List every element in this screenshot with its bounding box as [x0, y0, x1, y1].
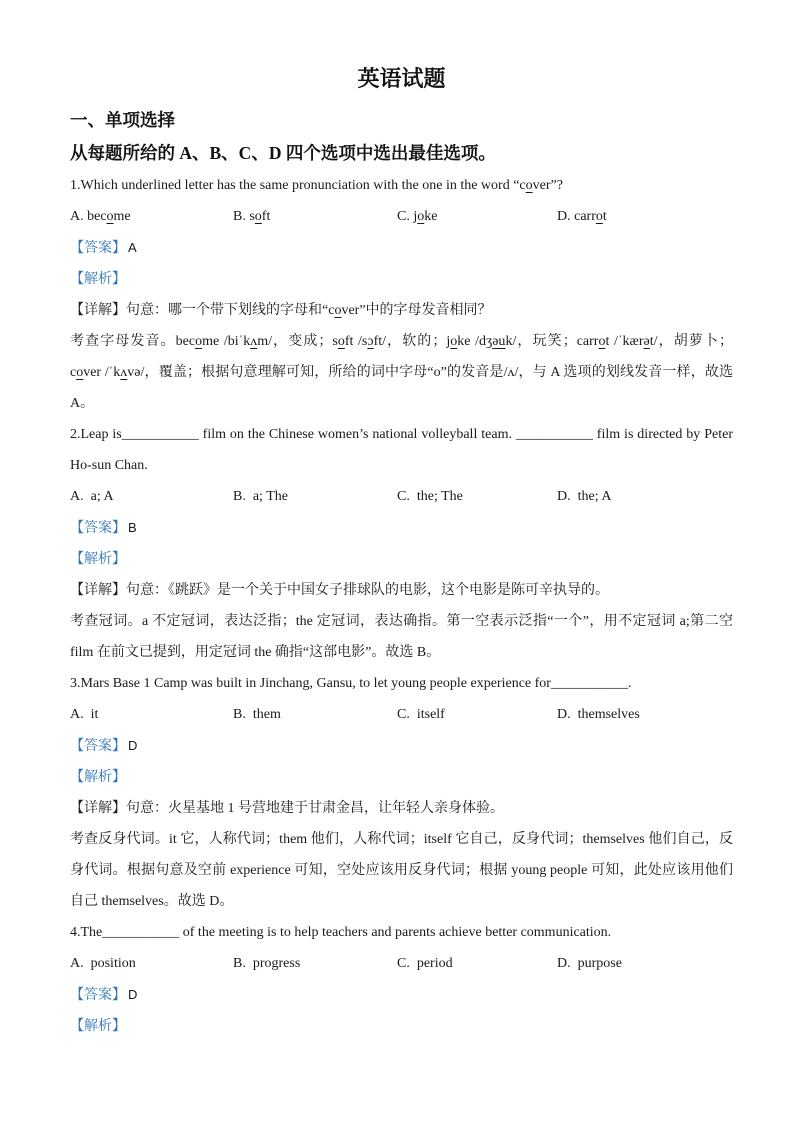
answer-value: D	[128, 987, 138, 1002]
underlined-letter: ɔ	[367, 334, 374, 349]
question-4-answer-line	[70, 979, 733, 1011]
text-run: 考查字母发音。bec	[70, 334, 196, 349]
question-1-analysis-label: 【解析】	[70, 272, 126, 287]
question-3-stem: 3.Mars Base 1 Camp was built in Jinchang, Gansu, to let young people experience for___________.	[70, 676, 632, 691]
underlined-letter: o	[417, 209, 425, 224]
doc-title: 英语试题	[357, 66, 446, 91]
text-run: ver”中的字母发音相同？	[341, 303, 492, 318]
text-run: ver /ˈk	[83, 365, 121, 380]
text-run: ke	[424, 209, 438, 224]
text-run: ke /dʒ	[457, 334, 493, 349]
question-2-option-c: C. the; The	[397, 489, 463, 504]
text-run: D. carr	[557, 209, 596, 224]
question-2-explanation: 考查冠词。a 不定冠词，表达泛指；the 定冠词，表达确指。第一空表示泛指“一个”，用不定冠词 a;第二空 film 在前文已提到，用定冠词 the 确指“这部电影”。故选 B。	[70, 614, 733, 660]
question-1-options	[70, 201, 733, 232]
question-2-analysis-label: 【解析】	[70, 552, 126, 567]
underlined-letter: o	[195, 334, 203, 349]
underlined-letter: o	[254, 209, 262, 224]
answer-label: 【答案】	[70, 739, 126, 754]
text-run: C. j	[397, 209, 418, 224]
question-2-answer-line	[70, 512, 733, 544]
underlined-letter: o	[450, 334, 458, 349]
text-run: 【详解】句意：哪一个带下划线的字母和“c	[70, 303, 335, 318]
text-run: ft/，软的；j	[373, 334, 451, 349]
text-run: və/，覆盖；根据句意理解可知，所给的词中字母“o”的发音是/ʌ/，与 A 选项的划线发音一样，故选 A。	[70, 365, 733, 411]
question-2-stem: 2.Leap is___________ film on the Chinese women’s national volleyball team. ___________ film is directed by Peter Ho-sun Chan.	[70, 427, 733, 473]
question-1-option-c	[397, 201, 557, 232]
question-4-option-d: D. purpose	[557, 956, 622, 971]
question-4-options	[70, 948, 733, 979]
underlined-letter: o	[76, 365, 84, 380]
answer-label: 【答案】	[70, 988, 126, 1003]
underlined-letter: o	[337, 334, 345, 349]
question-3-analysis-label: 【解析】	[70, 770, 126, 785]
question-4-stem: 4.The___________ of the meeting is to help teachers and parents achieve better communication.	[70, 925, 612, 940]
answer-value: D	[128, 738, 138, 753]
question-3-option-a: A. it	[70, 707, 99, 722]
text-run: ver”?	[532, 178, 563, 193]
underlined-letter: o	[106, 209, 114, 224]
text-run: t/，胡萝卜；c	[70, 334, 733, 380]
underlined-letter: o	[334, 303, 342, 318]
text-run: me	[113, 209, 131, 224]
text-run: t	[602, 209, 607, 224]
section-instruction: 从每题所给的 A、B、C、D 四个选项中选出最佳选项。	[70, 143, 496, 163]
question-3-option-d: D. themselves	[557, 707, 640, 722]
question-3-explanation: 考查反身代词。it 它，人称代词；them 他们，人称代词；itself 它自己，反身代词；themselves 他们自己，反身代词。根据句意及空前 experience 可知，空处应该用反身代词；根据 young people 可知，此处应该用他们自己 themselves。故选 D。	[70, 832, 733, 909]
text-run: B. s	[233, 209, 255, 224]
question-2-detail: 【详解】句意：《跳跃》是一个关于中国女子排球队的电影，这个电影是陈可辛执导的。	[70, 583, 609, 598]
text-run: ft /s	[344, 334, 368, 349]
answer-value: A	[128, 240, 137, 255]
question-4-option-b: B. progress	[233, 956, 301, 971]
underlined-letter: ʌ	[250, 334, 258, 349]
text-run: A. bec	[70, 209, 107, 224]
question-2-option-d: D. the; A	[557, 489, 612, 504]
underlined-letter: o	[595, 209, 603, 224]
underlined-letter: o	[598, 334, 606, 349]
question-3-option-b: B. them	[233, 707, 281, 722]
question-3-answer-line	[70, 730, 733, 762]
question-1-option-d	[557, 201, 733, 232]
question-1-option-b	[233, 201, 397, 232]
underlined-letter: əu	[492, 334, 506, 349]
text-run: m/，变成；s	[257, 334, 338, 349]
question-4-option-a: A. position	[70, 956, 136, 971]
text-run: 1.Which underlined letter has the same pronunciation with the one in the word “c	[70, 178, 526, 193]
answer-label: 【答案】	[70, 241, 126, 256]
question-3-option-c: C. itself	[397, 707, 445, 722]
underlined-letter: ə	[643, 334, 650, 349]
text-run: t /ˈkær	[605, 334, 644, 349]
text-run: ft	[261, 209, 271, 224]
question-3-detail: 【详解】句意：火星基地 1 号营地建于甘肃金昌，让年轻人亲身体验。	[70, 801, 504, 816]
question-1-detail	[70, 295, 733, 326]
question-1-option-a	[70, 201, 233, 232]
question-1-answer-line	[70, 232, 733, 264]
question-2-option-b: B. a; The	[233, 489, 288, 504]
underlined-letter: ʌ	[120, 365, 128, 380]
underlined-letter: o	[525, 178, 533, 193]
text-run: k/，玩笑；carr	[505, 334, 599, 349]
text-run: me /biˈk	[202, 334, 251, 349]
question-2-option-a: A. a; A	[70, 489, 114, 504]
answer-value: B	[128, 520, 137, 535]
question-4-option-c: C. period	[397, 956, 453, 971]
section-heading: 一、单项选择	[70, 110, 175, 130]
answer-label: 【答案】	[70, 521, 126, 536]
question-2-options	[70, 481, 733, 512]
question-3-options	[70, 699, 733, 730]
question-1-explanation	[70, 326, 733, 419]
question-4-analysis-label: 【解析】	[70, 1019, 126, 1034]
question-1-stem	[70, 170, 733, 201]
